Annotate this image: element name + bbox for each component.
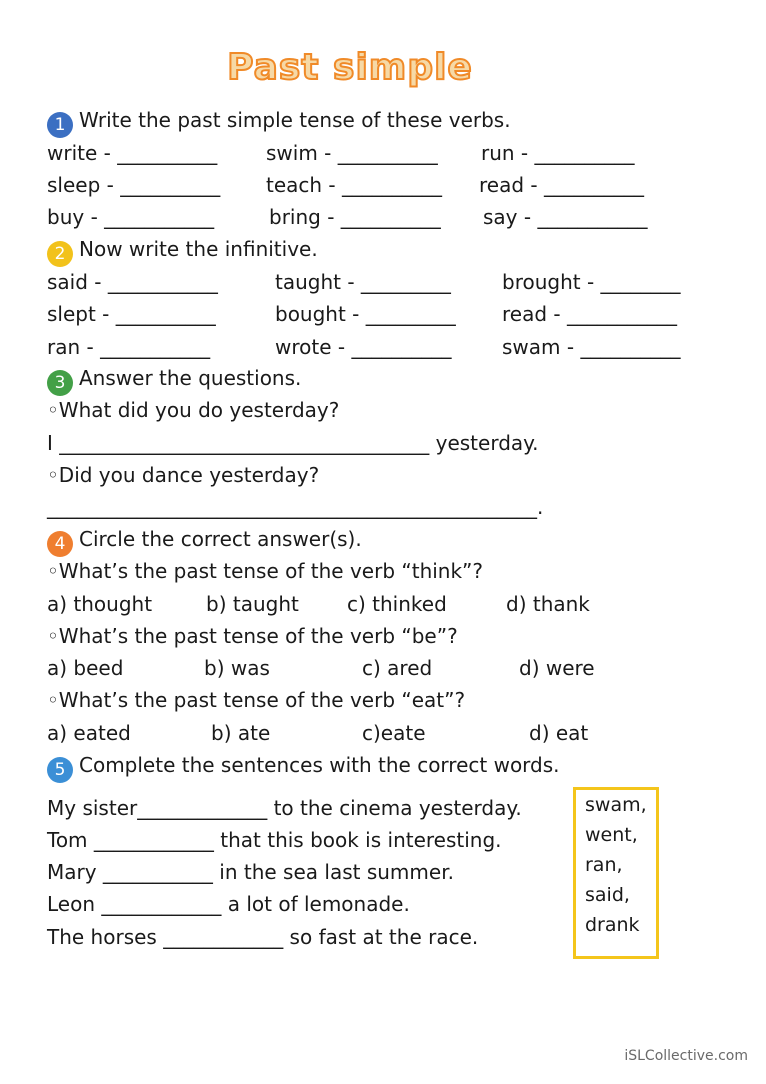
number-5-icon: 5	[47, 757, 73, 783]
s4-option: d) thank	[506, 592, 590, 616]
s4-option: d) were	[519, 656, 595, 680]
word-bank-item: ran,	[585, 854, 623, 876]
s2-item: ran - ___________	[47, 335, 211, 359]
s2-item: taught - _________	[275, 270, 451, 294]
s3-question: ◦Did you dance yesterday?	[47, 463, 320, 487]
s4-option: d) eat	[529, 721, 589, 745]
s2-item: brought - ________	[502, 270, 681, 294]
s5-sentence: The horses ____________ so fast at the race.	[47, 925, 479, 949]
s1-item: bring - __________	[269, 205, 441, 229]
s5-sentence: Leon ____________ a lot of lemonade.	[47, 892, 410, 916]
s3-answer-line: _________________________________________________.	[47, 495, 544, 519]
section-5-heading	[47, 753, 560, 783]
section-3-instruction: Answer the questions.	[79, 366, 302, 390]
footer-watermark: iSLCollective.com	[624, 1048, 748, 1064]
number-2-icon: 2	[47, 241, 73, 267]
s1-item: sleep - __________	[47, 173, 221, 197]
s2-item: said - ___________	[47, 270, 218, 294]
s3-question: ◦What did you do yesterday?	[47, 398, 340, 422]
s5-sentence: Mary ___________ in the sea last summer.	[47, 860, 454, 884]
section-3-heading	[47, 366, 301, 396]
s4-option: a) beed	[47, 656, 124, 680]
word-bank-item: drank	[585, 914, 640, 936]
section-2-heading	[47, 237, 318, 267]
s3-answer-line: I _____________________________________ yesterday.	[47, 431, 539, 455]
s1-item: run - __________	[481, 141, 635, 165]
s4-option: c) thinked	[347, 592, 447, 616]
s4-option: a) thought	[47, 592, 153, 616]
section-5-instruction: Complete the sentences with the correct words.	[79, 753, 560, 777]
s4-question: ◦What’s the past tense of the verb “think”?	[47, 559, 484, 583]
section-2-instruction: Now write the infinitive.	[79, 237, 318, 261]
s1-item: swim - __________	[266, 141, 438, 165]
s2-item: slept - __________	[47, 302, 216, 326]
page-title: Past simple	[227, 47, 473, 88]
section-1-heading	[47, 108, 511, 138]
s2-item: swam - __________	[502, 335, 681, 359]
s4-question: ◦What’s the past tense of the verb “be”?	[47, 624, 458, 648]
word-bank-item: swam,	[585, 794, 647, 816]
s4-option: c)eate	[362, 721, 426, 745]
number-4-icon: 4	[47, 531, 73, 557]
word-bank-item: said,	[585, 884, 630, 906]
s1-item: read - __________	[479, 173, 644, 197]
s1-item: buy - ___________	[47, 205, 215, 229]
number-1-icon: 1	[47, 112, 73, 138]
s4-option: b) ate	[211, 721, 271, 745]
s4-option: a) eated	[47, 721, 131, 745]
s5-sentence: My sister_____________ to the cinema yesterday.	[47, 796, 522, 820]
s5-sentence: Tom ____________ that this book is interesting.	[47, 828, 502, 852]
word-bank-box	[573, 787, 659, 959]
s1-item: say - ___________	[483, 205, 648, 229]
s4-question: ◦What’s the past tense of the verb “eat”?	[47, 688, 466, 712]
section-4-instruction: Circle the correct answer(s).	[79, 527, 362, 551]
number-3-icon: 3	[47, 370, 73, 396]
s4-option: c) ared	[362, 656, 433, 680]
s4-option: b) was	[204, 656, 270, 680]
s2-item: bought - _________	[275, 302, 456, 326]
section-1-instruction: Write the past simple tense of these verbs.	[79, 108, 511, 132]
section-4-heading	[47, 527, 362, 557]
s4-option: b) taught	[206, 592, 299, 616]
s2-item: read - ___________	[502, 302, 677, 326]
s1-item: write - __________	[47, 141, 218, 165]
s2-item: wrote - __________	[275, 335, 452, 359]
s1-item: teach - __________	[266, 173, 443, 197]
word-bank-item: went,	[585, 824, 638, 846]
